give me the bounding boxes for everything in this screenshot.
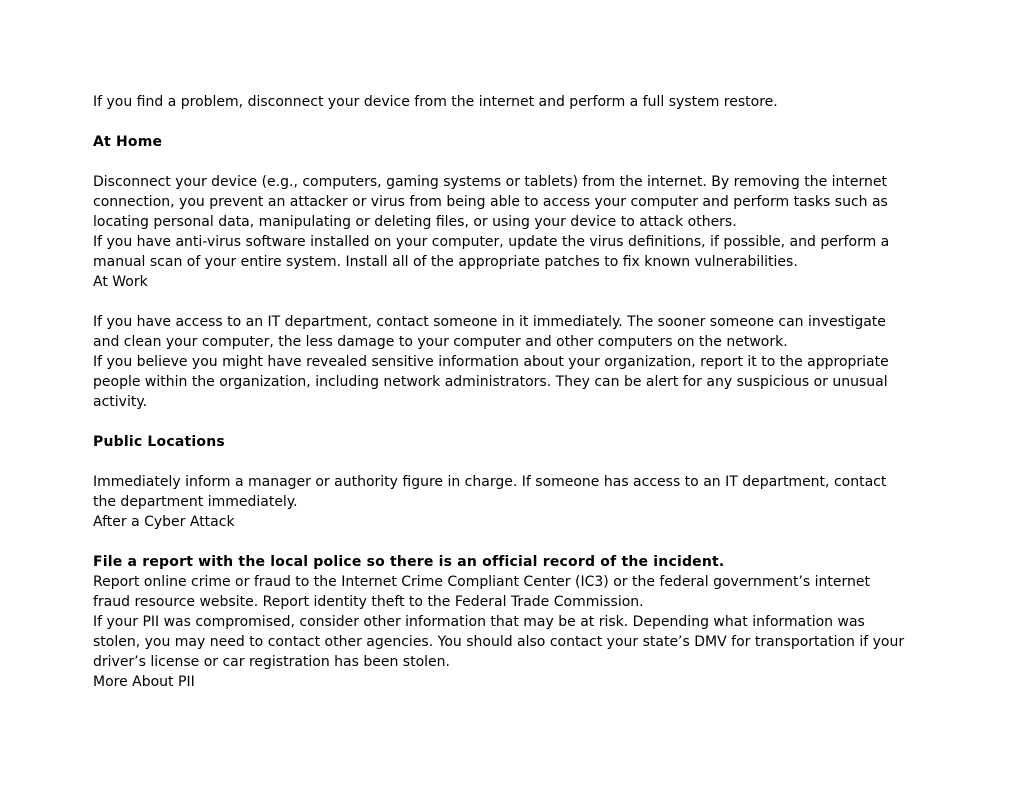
bold-text-line: File a report with the local police so there is an official record of the incident.	[93, 554, 725, 570]
text-line: activity.	[93, 394, 148, 410]
subheading-at-work	[93, 272, 936, 292]
text-line: and clean your computer, the less damage to your computer and other computers on the network.	[93, 334, 788, 350]
paragraph-report-crime	[93, 572, 936, 612]
text-line: connection, you prevent an attacker or virus from being able to access your computer and perform tasks such as	[93, 194, 888, 210]
paragraph-file-report	[93, 552, 936, 572]
paragraph-it-department	[93, 312, 936, 352]
paragraph-disconnect-device	[93, 172, 936, 232]
text-line: Immediately inform a manager or authority figure in charge. If someone has access to an IT department, contact	[93, 474, 887, 490]
text-line: driver’s license or car registration has been stolen.	[93, 654, 450, 670]
heading-text: Public Locations	[93, 434, 225, 450]
text-line: stolen, you may need to contact other agencies. You should also contact your state’s DMV for transportation if your	[93, 634, 905, 650]
paragraph-antivirus	[93, 232, 936, 272]
text-line: fraud resource website. Report identity theft to the Federal Trade Commission.	[93, 594, 644, 610]
text-line: Report online crime or fraud to the Internet Crime Compliant Center (IC3) or the federal government’s internet	[93, 574, 870, 590]
paragraph-intro	[93, 92, 936, 112]
subheading-after-cyber-attack	[93, 512, 936, 532]
section-heading-at-home	[93, 132, 936, 152]
text-line: people within the organization, including network administrators. They can be alert for any suspicious or unusual	[93, 374, 888, 390]
text-line: locating personal data, manipulating or deleting files, or using your device to attack others.	[93, 214, 737, 230]
subheading-more-about-pii	[93, 672, 936, 692]
text-line: the department immediately.	[93, 494, 298, 510]
paragraph-sensitive-information	[93, 352, 936, 412]
text-line: If you find a problem, disconnect your device from the internet and perform a full system restore.	[93, 94, 778, 110]
text-line: If you believe you might have revealed sensitive information about your organization, report it to the appropriate	[93, 354, 889, 370]
text-line: More About PII	[93, 674, 195, 690]
paragraph-pii-compromised	[93, 612, 936, 672]
text-line: If you have access to an IT department, contact someone in it immediately. The sooner someone can investigate	[93, 314, 886, 330]
paragraph-inform-manager	[93, 472, 936, 512]
text-line: After a Cyber Attack	[93, 514, 235, 530]
text-line: manual scan of your entire system. Install all of the appropriate patches to fix known vulnerabilities.	[93, 254, 798, 270]
text-line: If your PII was compromised, consider other information that may be at risk. Depending what information was	[93, 614, 865, 630]
section-heading-public-locations	[93, 432, 936, 452]
text-line: At Work	[93, 274, 148, 290]
text-line: If you have anti-virus software installed on your computer, update the virus definitions, if possible, and perform a	[93, 234, 890, 250]
text-line: Disconnect your device (e.g., computers, gaming systems or tablets) from the internet. By removing the internet	[93, 174, 888, 190]
heading-text: At Home	[93, 134, 163, 150]
